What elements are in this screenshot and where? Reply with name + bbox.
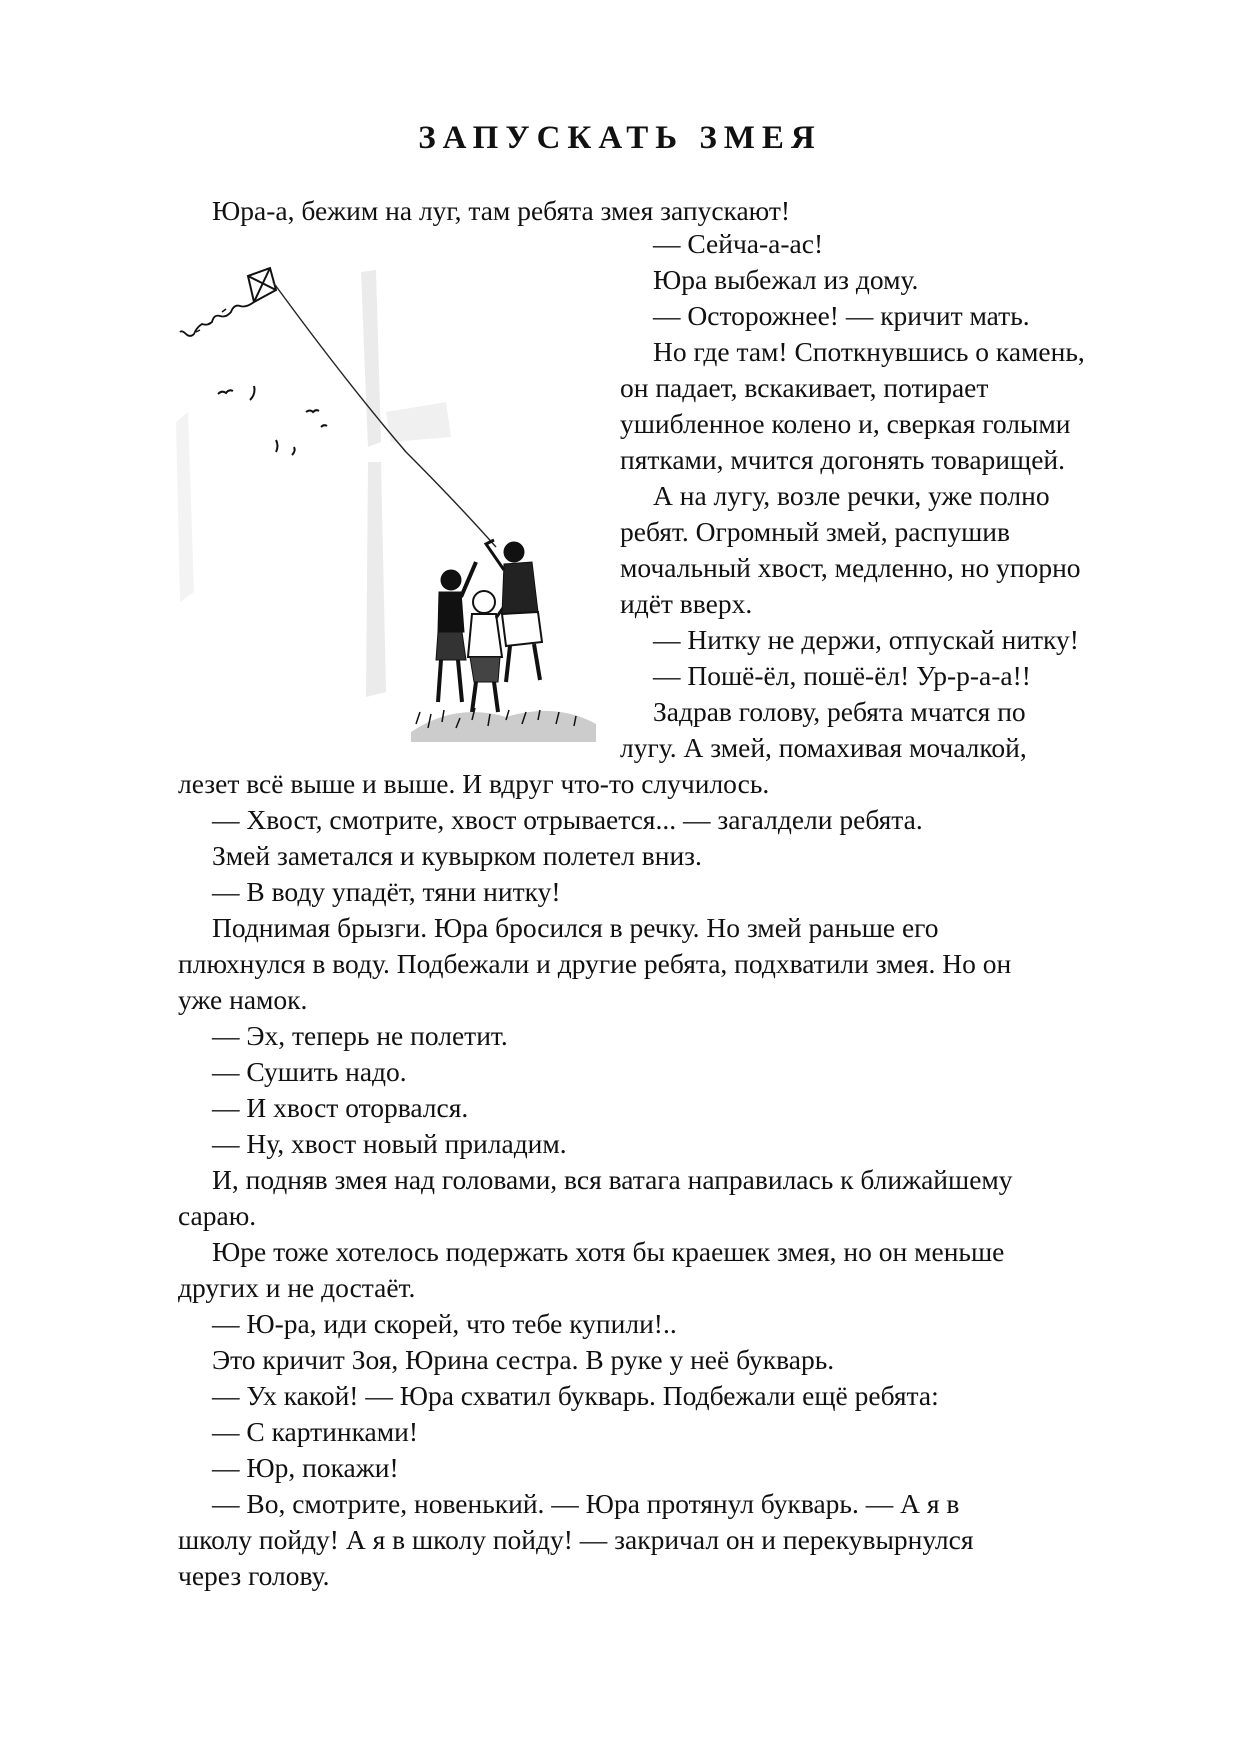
text-line: Юра выбежал из дому. bbox=[653, 264, 919, 295]
text-line: лугу. А змей, помахивая мочалкой, bbox=[620, 732, 1027, 763]
text-line: Змей заметался и кувырком полетел вниз. bbox=[212, 840, 702, 871]
kite-icon bbox=[180, 268, 276, 336]
text-line: И, подняв змея над головами, вся ватага направилась к ближайшему bbox=[212, 1164, 1013, 1195]
text-line: школу пойду! А я в школу пойду! — закричал он и перекувырнулся bbox=[178, 1524, 974, 1555]
text-line: Это кричит Зоя, Юрина сестра. В руке у неё букварь. bbox=[212, 1344, 835, 1375]
text-line: — Сушить надо. bbox=[212, 1056, 407, 1087]
text-line: — Пошё-ёл, пошё-ёл! Ур-р-а-а!! bbox=[653, 660, 1031, 691]
text-line: плюхнулся в воду. Подбежали и другие ребята, подхватили змея. Но он bbox=[178, 948, 1012, 979]
text-line: пятками, мчится догонять товарищей. bbox=[620, 444, 1065, 475]
page-title: ЗАПУСКАТЬ ЗМЕЯ bbox=[418, 120, 822, 156]
text-line: уже намок. bbox=[178, 984, 308, 1015]
kite-string bbox=[273, 282, 496, 547]
text-line: — Во, смотрите, новенький. — Юра протянул букварь. — А я в bbox=[212, 1488, 960, 1519]
text-line: идёт вверх. bbox=[620, 588, 753, 619]
text-line: Юре тоже хотелось подержать хотя бы краешек змея, но он меньше bbox=[212, 1236, 1005, 1267]
text-line: через голову. bbox=[178, 1560, 330, 1591]
text-line: — Хвост, смотрите, хвост отрывается... — загалдели ребята. bbox=[212, 804, 923, 835]
children-icon bbox=[411, 540, 596, 742]
text-line: мочальный хвост, медленно, но упорно bbox=[620, 552, 1081, 583]
text-line: — Ю-ра, иди скорей, что тебе купили!.. bbox=[212, 1308, 677, 1339]
text-line: Поднимая брызги. Юра бросился в речку. Но змей раньше его bbox=[212, 912, 939, 943]
text-line: ушибленное колено и, сверкая голыми bbox=[620, 408, 1071, 439]
text-line: ребят. Огромный змей, распушив bbox=[620, 516, 1010, 547]
text-line: Но где там! Споткнувшись о камень, bbox=[653, 336, 1085, 367]
text-line: — Юр, покажи! bbox=[212, 1452, 399, 1483]
text-line: — Сейча-а-ас! bbox=[653, 228, 824, 259]
text-line: — Ух какой! — Юра схватил букварь. Подбежали ещё ребята: bbox=[212, 1380, 939, 1411]
text-line: лезет всё выше и выше. И вдруг что-то случилось. bbox=[178, 768, 770, 799]
text-line: — Ну, хвост новый приладим. bbox=[212, 1128, 567, 1159]
text-line: он падает, вскакивает, потирает bbox=[620, 372, 989, 403]
birds-icon bbox=[218, 386, 327, 455]
text-line: других и не достаёт. bbox=[178, 1272, 416, 1303]
kite-children-illustration bbox=[176, 262, 606, 762]
text-line: — Эх, теперь не полетит. bbox=[212, 1020, 508, 1051]
text-line: Задрав голову, ребята мчатся по bbox=[653, 696, 1026, 727]
text-line: — Осторожнее! — кричит мать. bbox=[653, 300, 1030, 331]
text-line: — И хвост оторвался. bbox=[212, 1092, 469, 1123]
text-line: — С картинками! bbox=[212, 1416, 419, 1447]
text-line: — В воду упадёт, тяни нитку! bbox=[212, 876, 561, 907]
text-line: — Нитку не держи, отпускай нитку! bbox=[653, 624, 1079, 655]
text-line: сараю. bbox=[178, 1200, 257, 1231]
text-line: А на лугу, возле речки, уже полно bbox=[653, 480, 1050, 511]
text-line: Юра-а, бежим на луг, там ребята змея запускают! bbox=[212, 195, 791, 226]
